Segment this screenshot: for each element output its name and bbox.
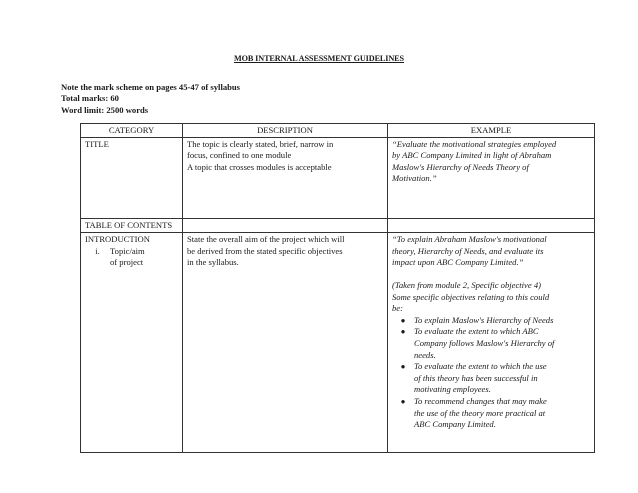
description-line: in the syllabus. (187, 257, 239, 268)
list-item-text: To explain Maslow's Hierarchy of Needs (414, 314, 554, 325)
category-header: CATEGORY (81, 124, 183, 138)
description-cell (183, 137, 388, 218)
sub-item-label: of project (110, 257, 144, 268)
category-label: TITLE (85, 138, 109, 149)
guidelines-table (80, 123, 595, 453)
list-item-text: Company follows Maslow's Hierarchy of (414, 337, 555, 348)
table-row-toc (81, 218, 595, 233)
total-marks-note: Total marks: 60 (61, 93, 119, 104)
example-line: “To explain Abraham Maslow's motivational (392, 234, 547, 245)
example-line: Maslow's Hierarchy of Needs Theory of (392, 161, 529, 172)
example-header: EXAMPLE (388, 124, 595, 138)
description-line: State the overall aim of the project which will (187, 234, 345, 245)
example-line: be: (392, 303, 403, 314)
list-item-text: motivating employees. (414, 384, 491, 395)
description-line: A topic that crosses modules is acceptable (187, 161, 332, 172)
assessment-notes (61, 82, 240, 116)
sub-item-number: i. (95, 245, 100, 256)
list-item-text: of this theory has been successful in (414, 372, 538, 383)
example-line: impact upon ABC Company Limited.” (392, 257, 524, 268)
category-cell (81, 218, 183, 233)
list-item (392, 361, 590, 396)
table-row-introduction (81, 233, 595, 453)
list-item (392, 326, 590, 361)
sub-item-label: Topic/aim (110, 245, 145, 256)
example-cell (388, 218, 595, 233)
list-item-text: the use of the theory more practical at (414, 407, 546, 418)
example-line: “Evaluate the motivational strategies employed (392, 138, 557, 149)
page-title: MOB INTERNAL ASSESSMENT GUIDELINES (233, 54, 405, 63)
bullet-icon: ● (400, 362, 406, 372)
mark-scheme-note: Note the mark scheme on pages 45-47 of syllabus (61, 82, 241, 92)
example-cell (388, 137, 595, 218)
list-item (392, 315, 590, 327)
category-label: INTRODUCTION (85, 234, 150, 245)
sub-item-topic-aim (85, 246, 178, 269)
description-line: be derived from the stated specific objectives (187, 245, 343, 256)
list-item-text: To recommend changes that may make (414, 395, 547, 406)
table-header-row (81, 124, 595, 138)
category-label: TABLE OF CONTENTS (85, 219, 173, 230)
example-cell (388, 233, 595, 453)
bullet-icon: ● (400, 396, 406, 406)
example-line: (Taken from module 2, Specific objective 4) (392, 279, 541, 290)
list-item-text: To evaluate the extent to which the use (414, 361, 547, 372)
description-line: The topic is clearly stated, brief, narrow in (187, 138, 334, 149)
objectives-list (392, 315, 590, 431)
table-row-title (81, 137, 595, 218)
list-item-text: needs. (414, 349, 436, 360)
description-line: focus, confined to one module (187, 150, 292, 161)
list-item (392, 396, 590, 431)
description-cell (183, 233, 388, 453)
example-line: theory, Hierarchy of Needs, and evaluate its (392, 245, 544, 256)
category-cell (81, 233, 183, 453)
example-line: by ABC Company Limited in light of Abraham (392, 150, 552, 161)
bullet-icon: ● (400, 315, 406, 325)
description-header: DESCRIPTION (183, 124, 388, 138)
list-item-text: ABC Company Limited. (414, 419, 496, 430)
list-item-text: To evaluate the extent to which ABC (414, 326, 539, 337)
description-cell (183, 218, 388, 233)
bullet-icon: ● (400, 327, 406, 337)
example-line: Motivation.” (392, 173, 437, 184)
category-cell (81, 137, 183, 218)
example-line: Some specific objectives relating to this could (392, 291, 550, 302)
word-limit-note: Word limit: 2500 words (61, 104, 149, 115)
